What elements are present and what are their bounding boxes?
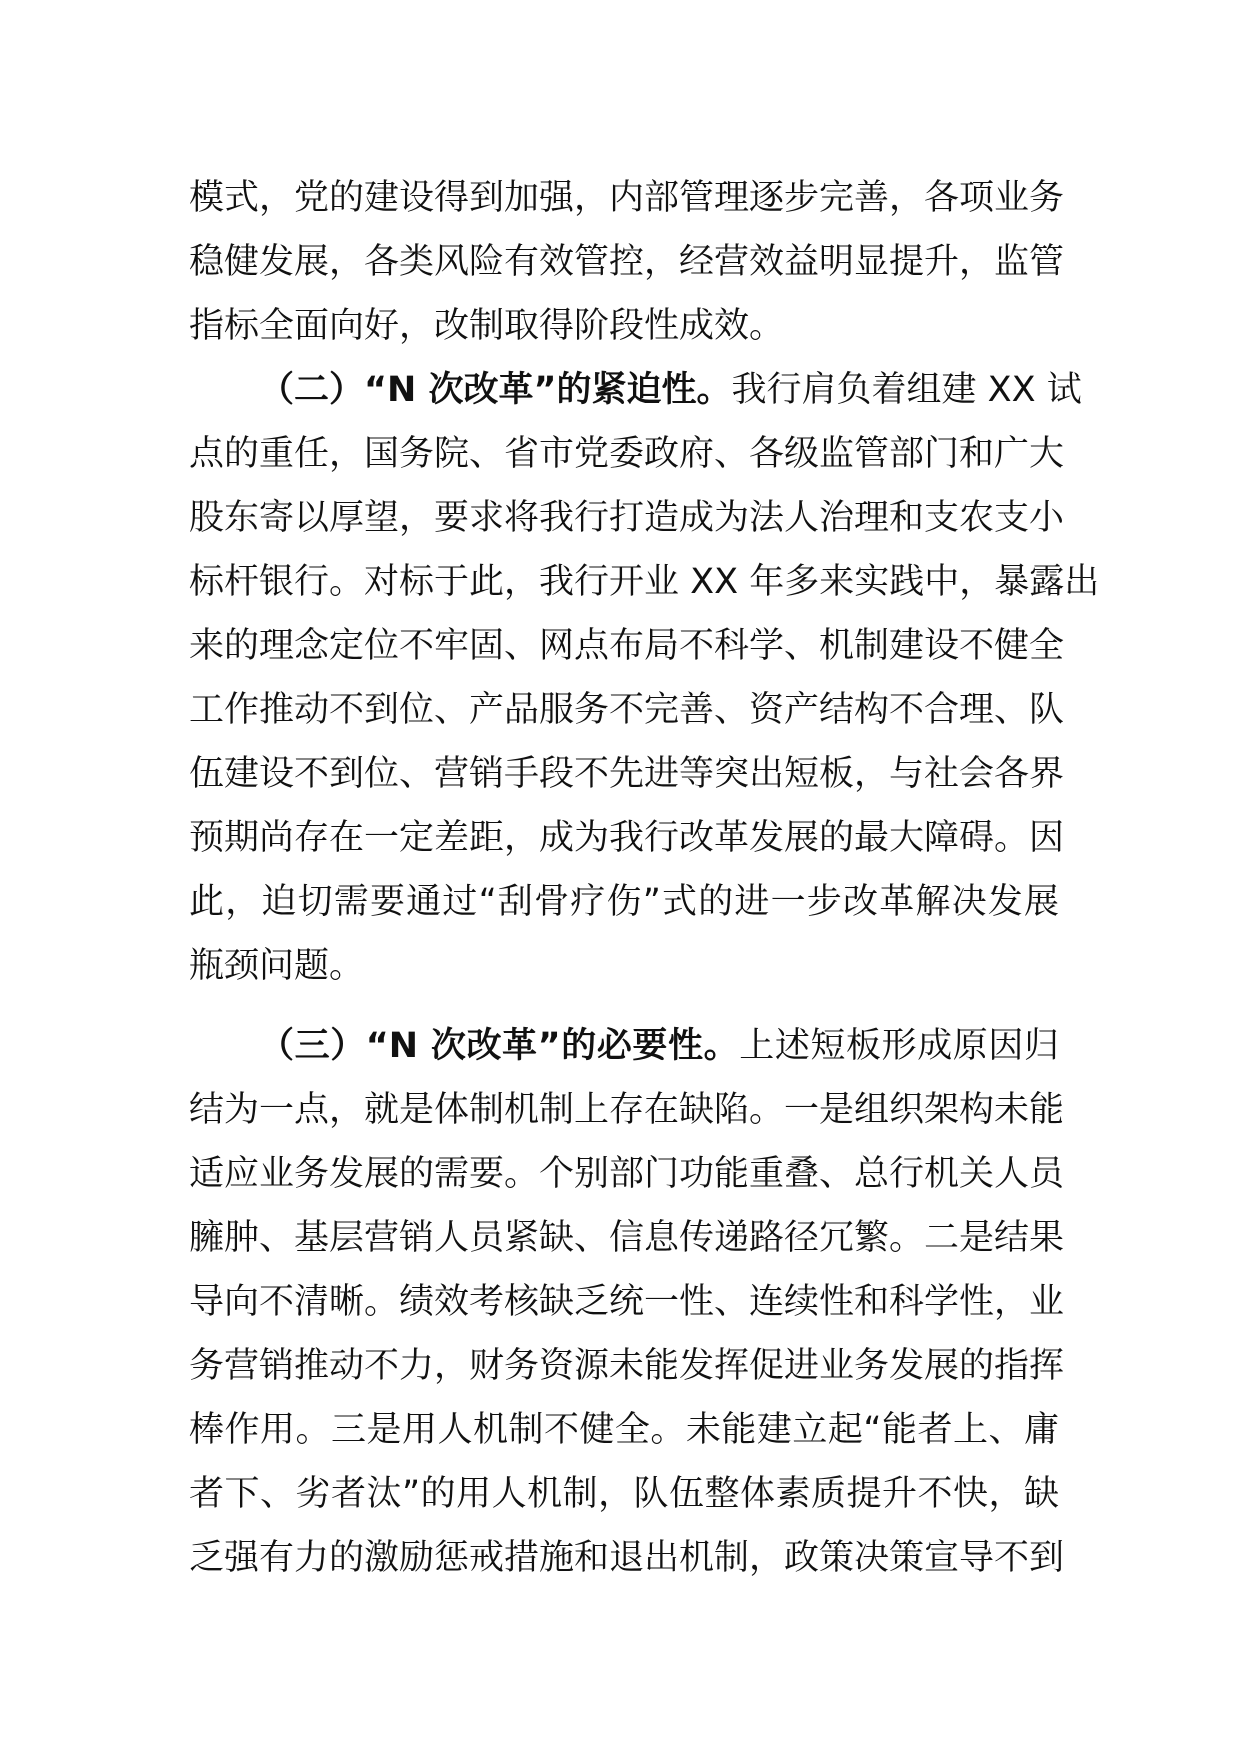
body-text-line: 稳健发展，各类风险有效管控，经营效益明显提升，监管 [189, 242, 1065, 282]
body-text-line: 伍建设不到位、营销手段不先进等突出短板，与社会各界 [189, 754, 1065, 794]
body-text-line: 乏强有力的激励惩戒措施和退出机制，政策决策宣导不到 [189, 1538, 1065, 1578]
body-text-line: 模式，党的建设得到加强，内部管理逐步完善，各项业务 [189, 178, 1065, 218]
section-heading-rest: 我行肩负着组建 XX 试 [731, 370, 1082, 410]
body-text-line: 适应业务发展的需要。个别部门功能重叠、总行机关人员 [189, 1154, 1065, 1194]
section-first-line [259, 358, 1082, 422]
body-text-line: 瓶颈问题。 [189, 946, 365, 986]
section-heading: （二）“N 次改革”的紧迫性。 [259, 370, 732, 410]
body-text-line: 标杆银行。对标于此，我行开业 XX 年多来实践中，暴露出 [189, 562, 1100, 602]
body-text-line: 来的理念定位不牢固、网点布局不科学、机制建设不健全 [189, 626, 1065, 666]
section-heading: （三）“N 次改革”的必要性。 [259, 1026, 740, 1066]
body-text-line: 指标全面向好，改制取得阶段性成效。 [189, 306, 785, 346]
body-text-line: 此，迫切需要通过“刮骨疗伤”式的进一步改革解决发展 [189, 882, 1059, 922]
section-first-line [259, 1014, 1059, 1078]
body-text-line: 工作推动不到位、产品服务不完善、资产结构不合理、队 [189, 690, 1065, 730]
body-text-line: 臃肿、基层营销人员紧缺、信息传递路径冗繁。二是结果 [189, 1218, 1065, 1258]
body-text-line: 预期尚存在一定差距，成为我行改革发展的最大障碍。因 [189, 818, 1065, 858]
section-heading-rest: 上述短板形成原因归 [739, 1026, 1059, 1066]
body-text-line: 导向不清晰。绩效考核缺乏统一性、连续性和科学性，业 [189, 1282, 1065, 1322]
body-text-line: 股东寄以厚望，要求将我行打造成为法人治理和支农支小 [189, 498, 1065, 538]
body-text-line: 棒作用。三是用人机制不健全。未能建立起“能者上、庸 [189, 1410, 1059, 1450]
body-text-line: 点的重任，国务院、省市党委政府、各级监管部门和广大 [189, 434, 1065, 474]
body-text-line: 务营销推动不力，财务资源未能发挥促进业务发展的指挥 [189, 1346, 1065, 1386]
body-text-line: 结为一点，就是体制机制上存在缺陷。一是组织架构未能 [189, 1090, 1065, 1130]
body-text-line: 者下、劣者汰”的用人机制，队伍整体素质提升不快，缺 [189, 1474, 1059, 1514]
